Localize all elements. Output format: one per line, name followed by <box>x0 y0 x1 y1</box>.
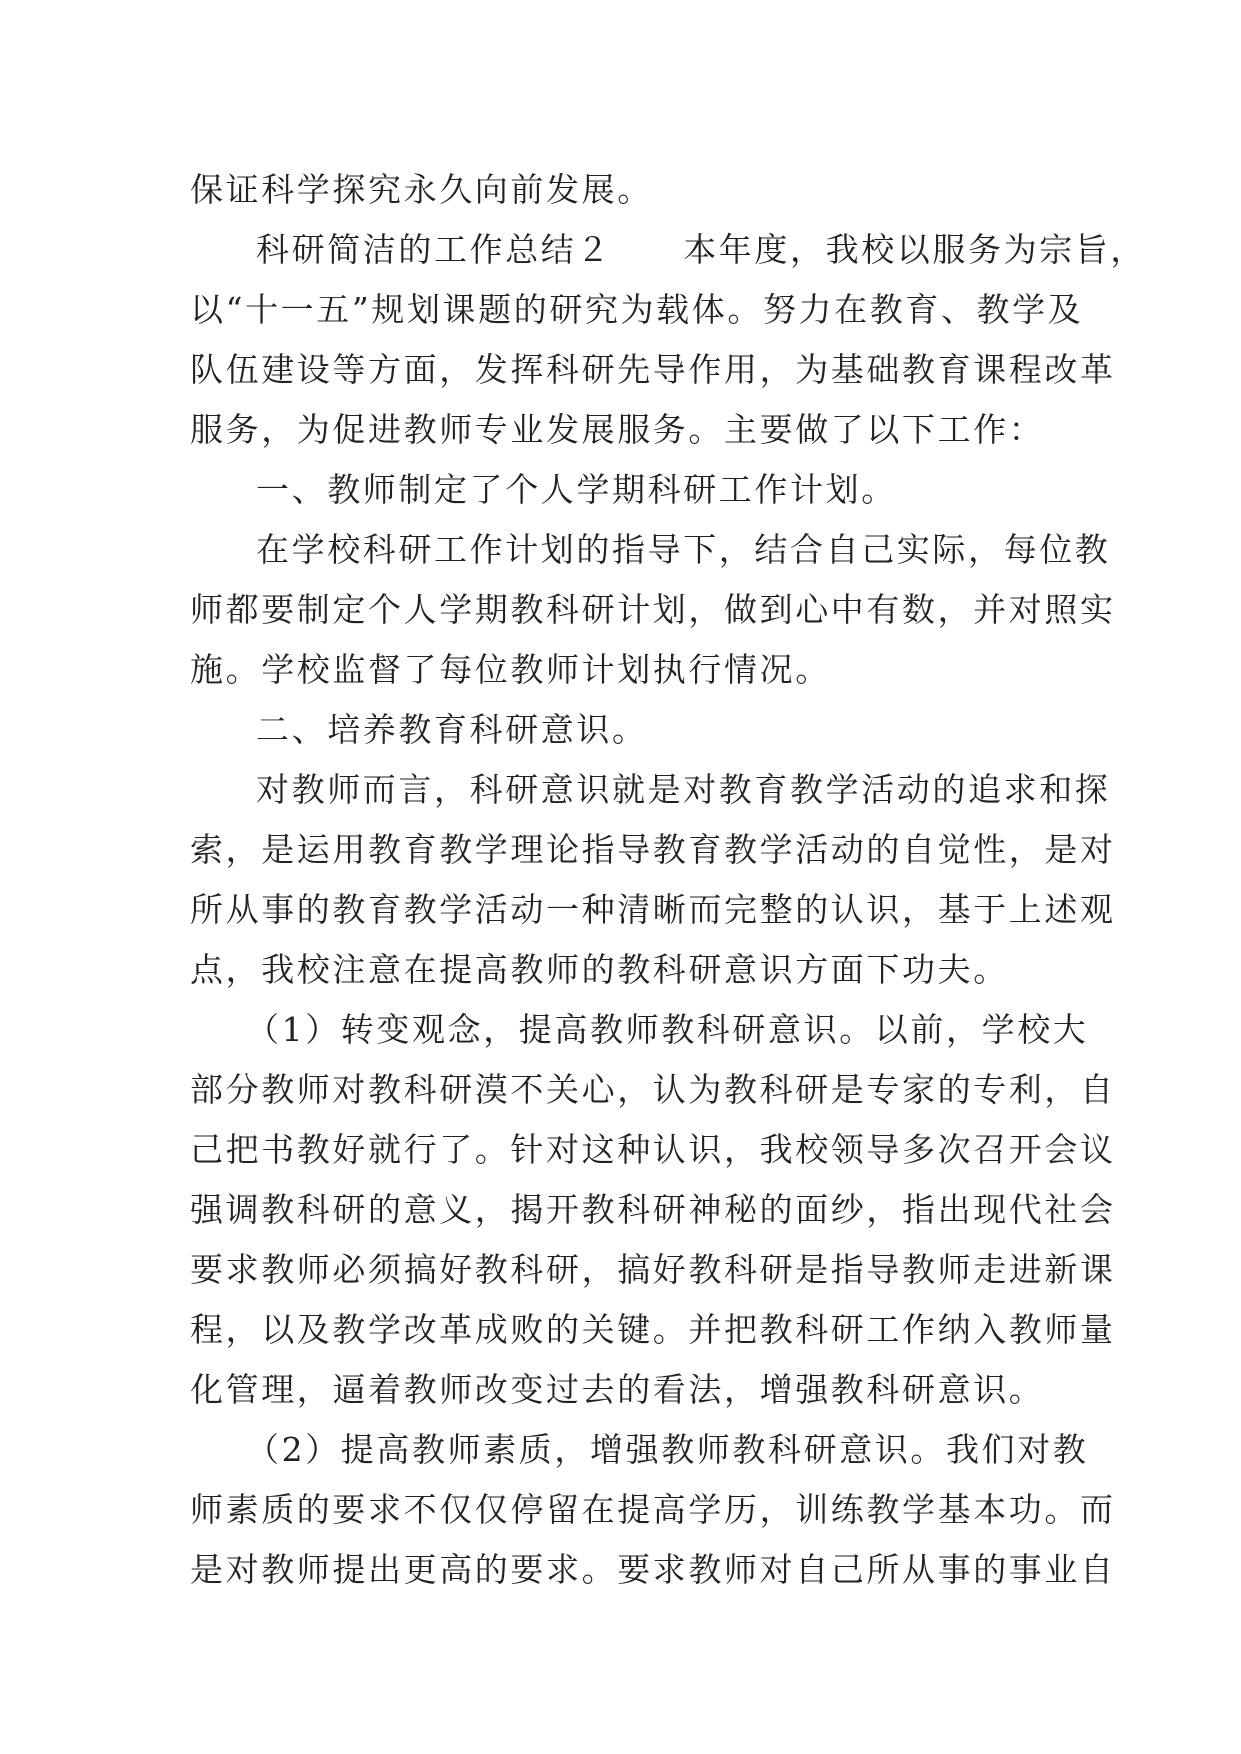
text-line: 队伍建设等方面，发挥科研先导作用，为基础教育课程改革 <box>190 350 1116 389</box>
subsection-2: （2）提高教师素质，增强教师教科研意识。我们对教 <box>246 1430 1089 1469</box>
body-text <box>190 160 1146 1600</box>
text-line: 施。学校监督了每位教师计划执行情况。 <box>190 650 831 689</box>
text-line: 程，以及教学改革成败的关键。并把教科研工作纳入教师量 <box>190 1310 1116 1349</box>
text-line: 在学校科研工作计划的指导下，结合自己实际，每位教 <box>256 530 1111 569</box>
text-line: 以“十一五”规划课题的研究为载体。努力在教育、教学及 <box>190 290 1084 329</box>
text-line: 强调教科研的意义，揭开教科研神秘的面纱，指出现代社会 <box>190 1190 1116 1229</box>
section-heading-1: 一、教师制定了个人学期科研工作计划。 <box>256 470 897 509</box>
text-line: 对教师而言，科研意识就是对教育教学活动的追求和探 <box>256 770 1111 809</box>
text-line: 点，我校注意在提高教师的教科研意识方面下功夫。 <box>190 950 1009 989</box>
text-line: 部分教师对教科研漠不关心，认为教科研是专家的专利，自 <box>190 1070 1116 1109</box>
text-line: 己把书教好就行了。针对这种认识，我校领导多次召开会议 <box>190 1130 1116 1169</box>
section-heading-2: 二、培养教育科研意识。 <box>256 710 648 749</box>
text-line: 保证科学探究永久向前发展。 <box>190 170 653 209</box>
text-line: 服务，为促进教师专业发展服务。主要做了以下工作： <box>190 410 1045 449</box>
text-line: 所从事的教育教学活动一种清晰而完整的认识，基于上述观 <box>190 890 1116 929</box>
text-line: 师都要制定个人学期教科研计划，做到心中有数，并对照实 <box>190 590 1116 629</box>
text-line: 是对教师提出更高的要求。要求教师对自己所从事的事业自 <box>190 1550 1116 1589</box>
text-line: 化管理，逼着教师改变过去的看法，增强教科研意识。 <box>190 1370 1045 1409</box>
subsection-1: （1）转变观念，提高教师教科研意识。以前，学校大 <box>246 1010 1089 1049</box>
text-line: 要求教师必须搞好教科研，搞好教科研是指导教师走进新课 <box>190 1250 1116 1289</box>
text-line: 师素质的要求不仅仅停留在提高学历，训练教学基本功。而 <box>190 1490 1116 1529</box>
text-line: 索，是运用教育教学理论指导教育教学活动的自觉性，是对 <box>190 830 1116 869</box>
paragraph-heading: 科研简洁的工作总结２ 本年度，我校以服务为宗旨， <box>256 230 1146 269</box>
